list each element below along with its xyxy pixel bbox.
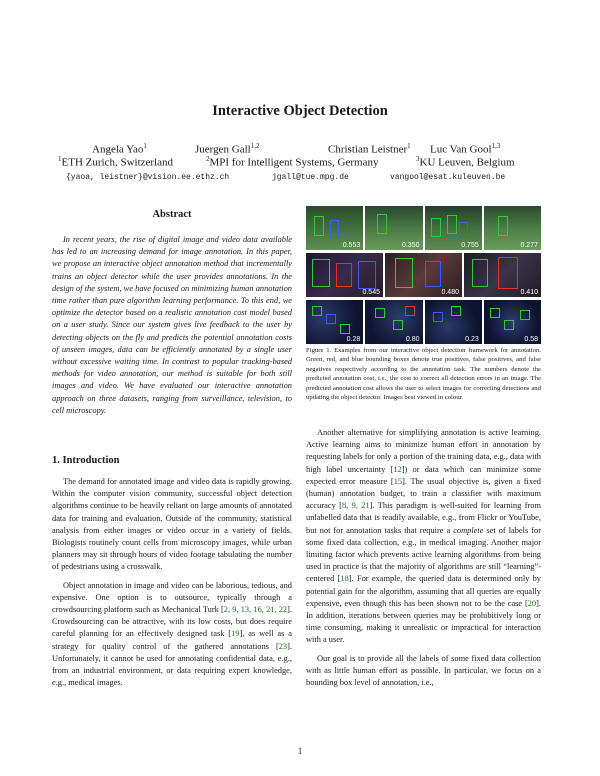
paragraph: The demand for annotated image and video data is rapidly growing. Within the computer vision community, successful object detection algorithms continue to be heavily reliant on large amounts of annotated data for training and evaluation. Outside of the community, statistical analysis from either images or video occur in a variety of fields. Biologists routinely count cells from microscopy images, while urban planners may sit through hours of video footage tabulating the number of pedestrians using a crosswalk. <box>52 477 292 572</box>
paragraph: Another alternative for simplifying annotation is active learning. Active learning aims to minimize human effort in annotation by requesting labels for only a portion of the training data, e.g., data with high label uncertainty [12]) or data which can minimize some expected error measure [15]. The usual objective is, given a fixed (human) annotation budget, to train a classifier with maximum accuracy [8, 9, 21]. This paradigm is well-suited for learning from unlabelled data that is readily available, e.g., from Flickr or YouTube, but not for annotation tasks that require a complete set of labels for some fixed data collection, e.g., in medical imaging. Another major limiting factor which prevents active learning algorithms from being used in practice is that the majority of algorithms are still “learning”-centered [18]. For example, the queried data is determined only by potential gain for the algorithm, assuming that all queries are equally expensive, even though this has been shown not to be the case [20]. In addition, iterations between queries may be prohibitively long or time consuming, making it unrealistic or impractical for interaction with a user. <box>306 428 541 645</box>
citation-link[interactable]: 19 <box>231 629 240 639</box>
page-number: 1 <box>297 746 303 756</box>
citation-link[interactable]: 12 <box>393 464 402 474</box>
citation-link[interactable]: 18 <box>340 574 349 584</box>
figure-image <box>365 300 422 344</box>
annotation-cost-label: 0.277 <box>520 242 538 249</box>
figure-row-surveillance <box>306 206 541 250</box>
annotation-cost-label: 0.545 <box>362 289 380 296</box>
right-column-body <box>306 427 541 695</box>
author-block <box>58 142 548 172</box>
paragraph: Object annotation in image and video can be laborious, tedious, and expensive. One option is to outsource, typically through a crowdsourcing platform such as Mechanical Turk [2, 9, 13, 16, 21, 22]. Crowdsourcing can be attractive, with its low costs, but does require careful planning for an effectively designed task [19], as well as a strategy for quality control of the gathered annotations [23]. Unfortunately, it cannot be used for annotating confidential data, e.g., from an industrial environment, or data requiring expert knowledge, e.g., medical images. <box>52 580 293 688</box>
author-email[interactable]: jgall@tue.mpg.de <box>272 173 349 182</box>
section-heading-introduction: 1. Introduction <box>52 455 120 466</box>
figure-image <box>306 300 363 344</box>
author-email[interactable]: vangool@esat.kuleuven.be <box>390 173 506 182</box>
affiliation: $^3$KU Leuven, Belgium <box>416 155 515 169</box>
citation-link[interactable]: 23 <box>278 641 288 651</box>
paragraph: Our goal is to provide all the labels of some fixed data collection with as little human effort as possible. In particular, we focus on a bounding box level of annotation, i.e., <box>306 653 541 688</box>
citation-link[interactable]: 2, 9, 13, 16, 21, 22 <box>223 605 288 615</box>
figure-image <box>425 300 482 344</box>
figure-row-microscopy <box>306 300 541 344</box>
annotation-cost-label: 0.350 <box>401 242 420 249</box>
figure-image <box>306 253 383 297</box>
citation-link[interactable]: 15 <box>393 476 403 486</box>
abstract-heading: Abstract <box>152 209 192 220</box>
author-name: Angela Yao$^1$ <box>92 142 147 156</box>
figure-image <box>385 253 462 297</box>
annotation-cost-label: 0.80 <box>405 336 420 343</box>
annotation-cost-label: 0.480 <box>441 289 459 296</box>
figure-image <box>306 206 363 250</box>
figure-image <box>484 206 541 250</box>
annotation-cost-label: 0.755 <box>461 242 479 249</box>
citation-link[interactable]: 8, 9, 21 <box>341 501 370 511</box>
annotation-cost-label: 0.58 <box>524 336 538 343</box>
figure-image <box>464 253 541 297</box>
annotation-cost-label: 0.410 <box>520 289 538 296</box>
figure-caption: Figure 1. Examples from our interactive object detection framework for annotation. Green, red, and blue bounding boxes denote true positives, false positives, and false negatives respectively according to the annotation task. The numbers denote the predicted annotation cost, i.e., the cost to correct all detection errors in an image. The predicted annotation cost allows the user to select images for correcting detections and updating the object detector. Images best viewed in colour. <box>306 347 541 402</box>
figure-image <box>484 300 541 344</box>
abstract-text: In recent years, the rise of digital image and video data available has led to an increasing demand for image annotation. In this paper, we propose an interactive object annotation method that incrementally trains an object detector while the user provides annotations. In the design of the system, we have focused on minimizing human annotation time rather than pure algorithm learning performance. To this end, we optimize the detector based on a realistic annotation cost model based on a user study. Since our system gives live feedback to the user by detecting objects on the fly and predicts the potential annotation costs of unseen images, data can be efficiently annotated by a single user without excessive waiting time. In contrast to popular tracking-based methods for video annotation, our method is suitable for both still images and video. We have evaluated our interactive annotation approach on three datasets, ranging from surveillance, television, to cell microscopy. <box>52 235 292 415</box>
affiliation: $^2$MPI for Intelligent Systems, Germany <box>206 155 379 169</box>
annotation-cost-label: 0.28 <box>346 336 361 343</box>
figure-row-television <box>306 253 541 297</box>
paper-title: Interactive Object Detection <box>212 103 388 119</box>
author-name: Christian Leistner$^1$ <box>328 142 411 156</box>
author-name: Juergen Gall$^{1,2}$ <box>195 142 260 156</box>
author-email[interactable]: {yaoa, leistner}@vision.ee.ethz.ch <box>66 173 230 182</box>
affiliation: $^1$ETH Zurich, Switzerland <box>58 155 173 169</box>
annotation-cost-label: 0.553 <box>342 242 361 249</box>
citation-link[interactable]: 20 <box>527 598 537 608</box>
figure-image <box>365 206 422 250</box>
annotation-cost-label: 0.23 <box>465 336 479 343</box>
author-name: Luc Van Gool$^{1,3}$ <box>430 142 501 156</box>
figure-image <box>425 206 482 250</box>
figure-1 <box>306 206 541 344</box>
introduction-body <box>52 476 292 695</box>
